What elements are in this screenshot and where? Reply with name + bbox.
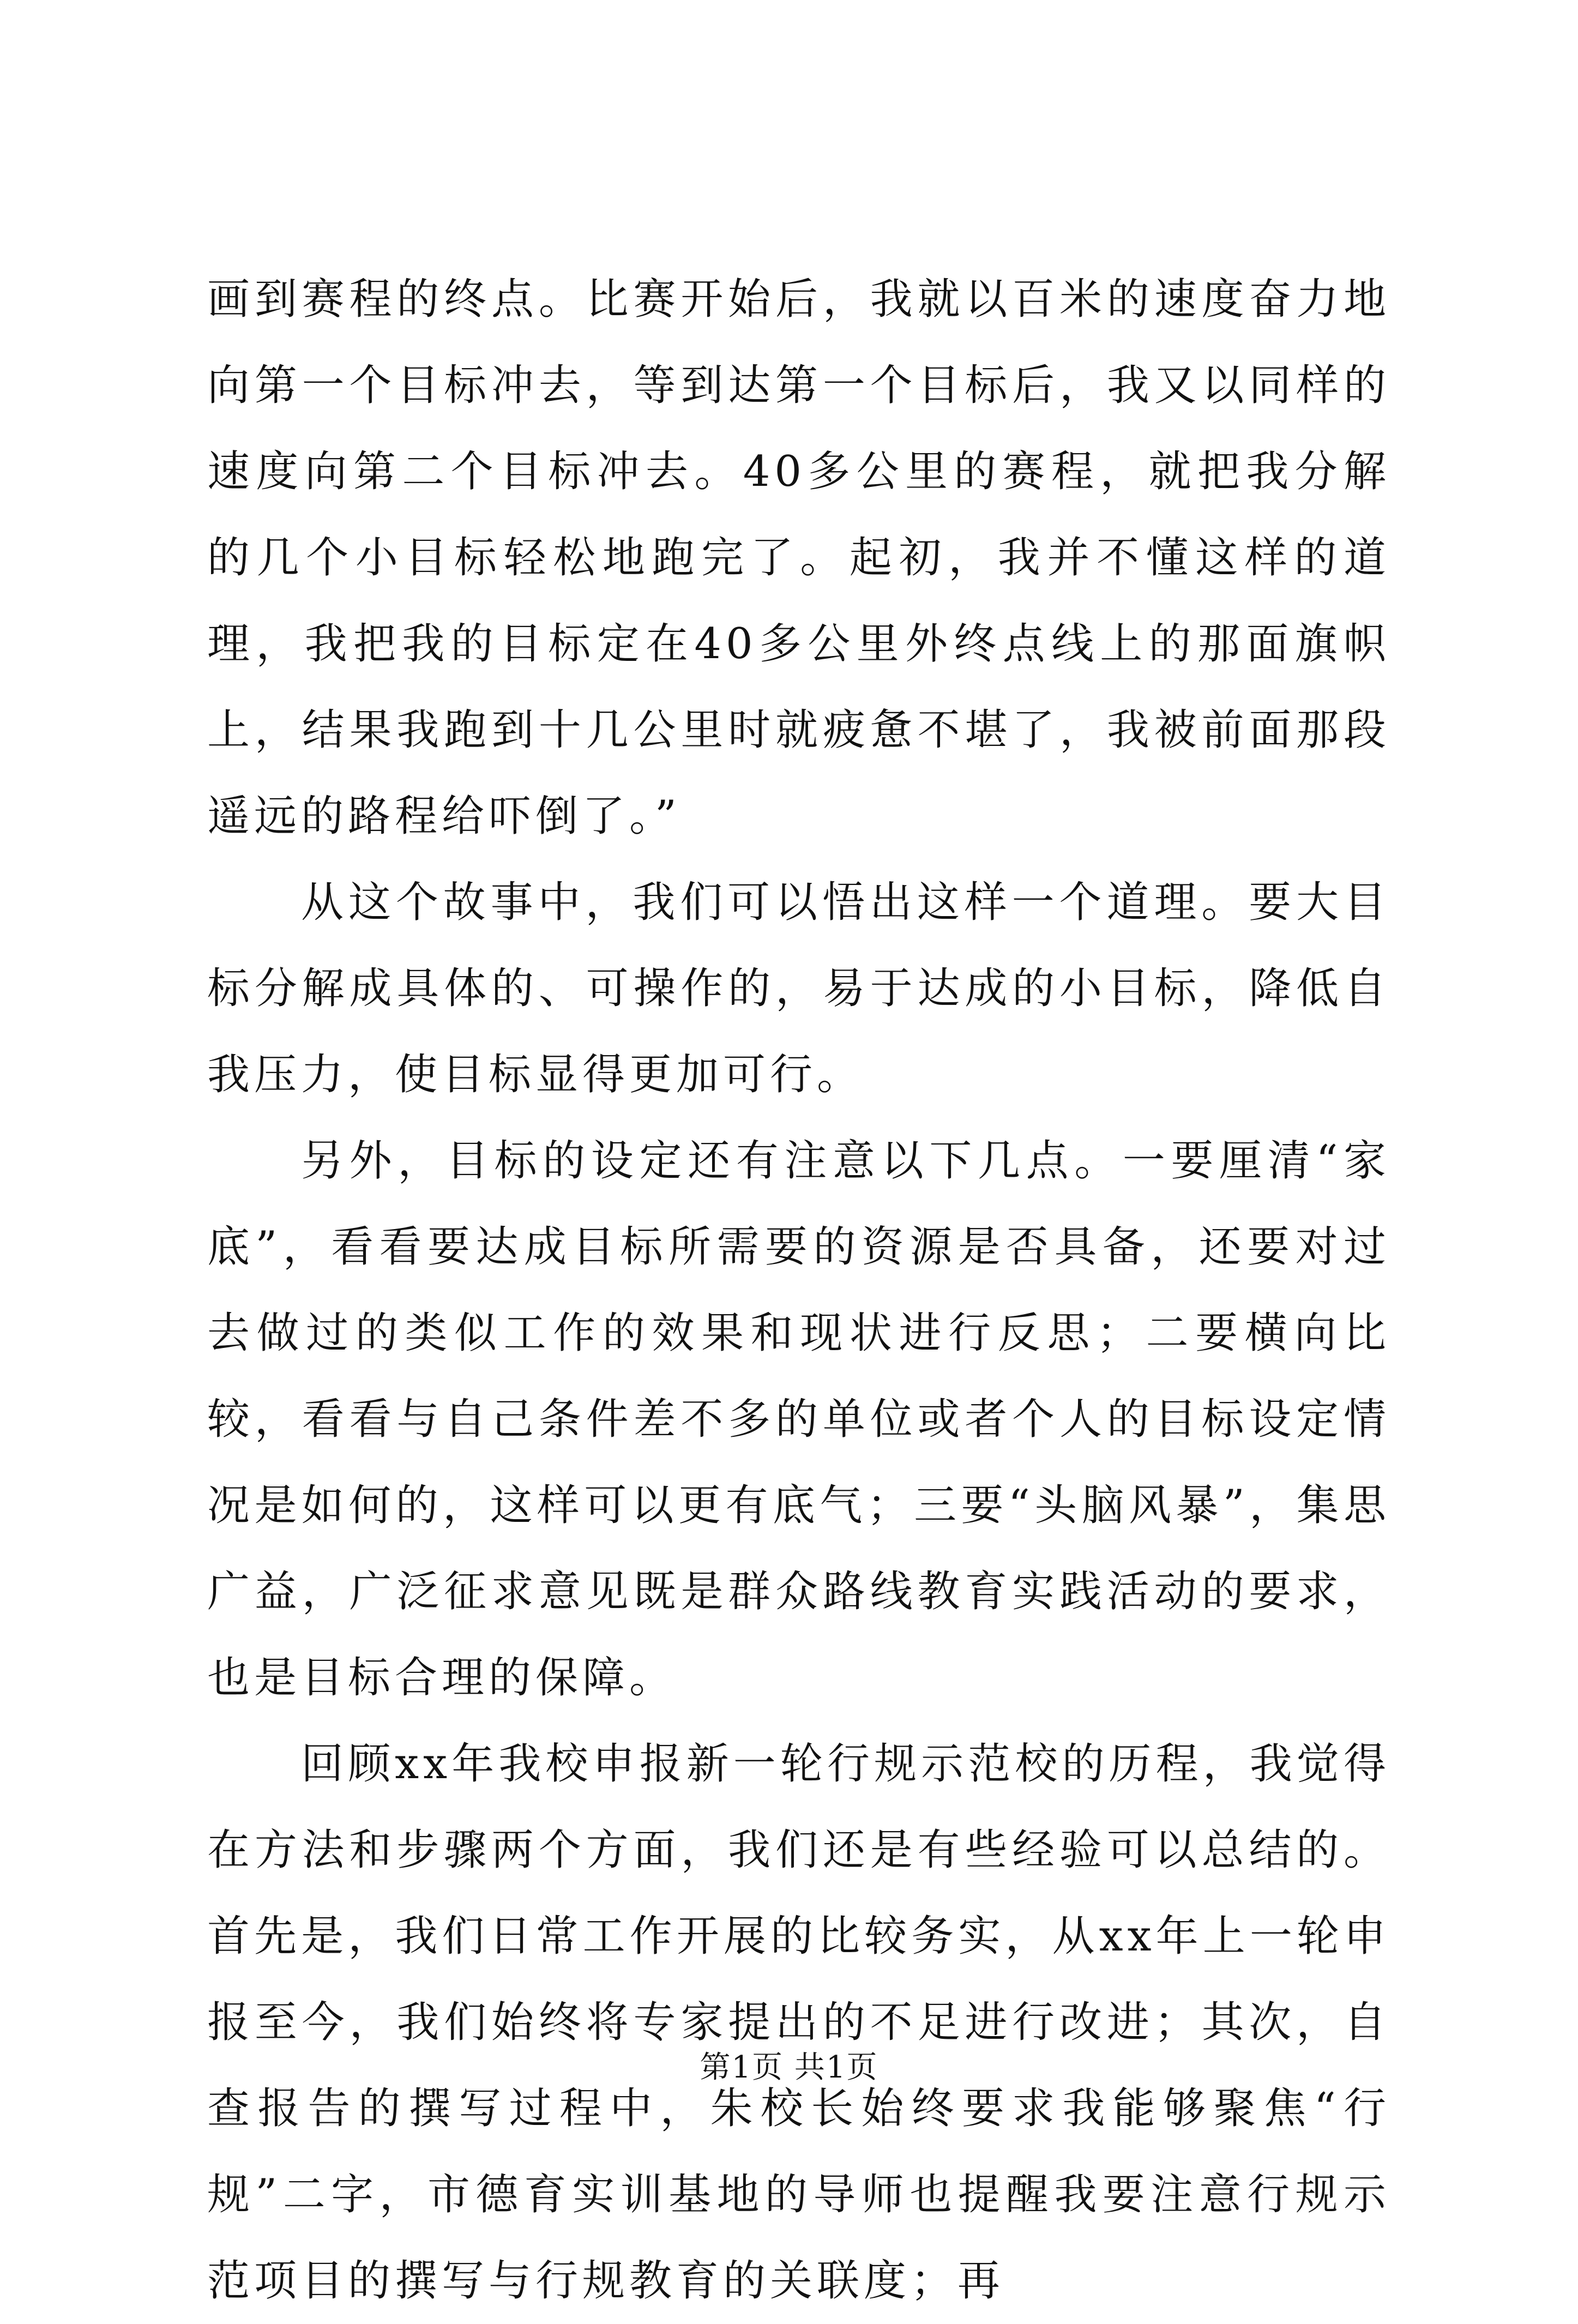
paragraph-4: 回顾xx年我校申报新一轮行规示范校的历程，我觉得在方法和步骤两个方面，我们还是有些经验可以总结的。首先是，我们日常工作开展的比较务实，从xx年上一轮申报至今，我们始终将专家提出的不足进行改进；其次，自查报告的撰写过程中，朱校长始终要求我能够聚焦“行规”二字，市德育实训基地的导师也提醒我要注意行规示范项目的撰写与行规教育的关联度；再 xyxy=(207,1739,1390,2305)
paragraph-2: 从这个故事中，我们可以悟出这样一个道理。要大目标分解成具体的、可操作的，易于达成的小目标，降低自我压力，使目标显得更加可行。 xyxy=(207,878,1390,1099)
paragraph-1: 画到赛程的终点。比赛开始后，我就以百米的速度奋力地向第一个目标冲去，等到达第一个目标后，我又以同样的速度向第二个目标冲去。40多公里的赛程，就把我分解的几个小目标轻松地跑完了。起初，我并不懂这样的道理，我把我的目标定在40多公里外终点线上的那面旗帜上，结果我跑到十几公里时就疲惫不堪了，我被前面那段遥远的路程给吓倒了。” xyxy=(207,275,1390,841)
page-footer: 第1页 共1页 xyxy=(700,2050,878,2085)
paragraph-3: 另外，目标的设定还有注意以下几点。一要厘清“家底”，看看要达成目标所需要的资源是否具备，还要对过去做过的类似工作的效果和现状进行反思；二要横向比较，看看与自己条件差不多的单位或者个人的目标设定情况是如何的，这样可以更有底气；三要“头脑风暴”，集思广益，广泛征求意见既是群众路线教育实践活动的要求，也是目标合理的保障。 xyxy=(207,1136,1390,1702)
document-body xyxy=(207,256,1390,2324)
